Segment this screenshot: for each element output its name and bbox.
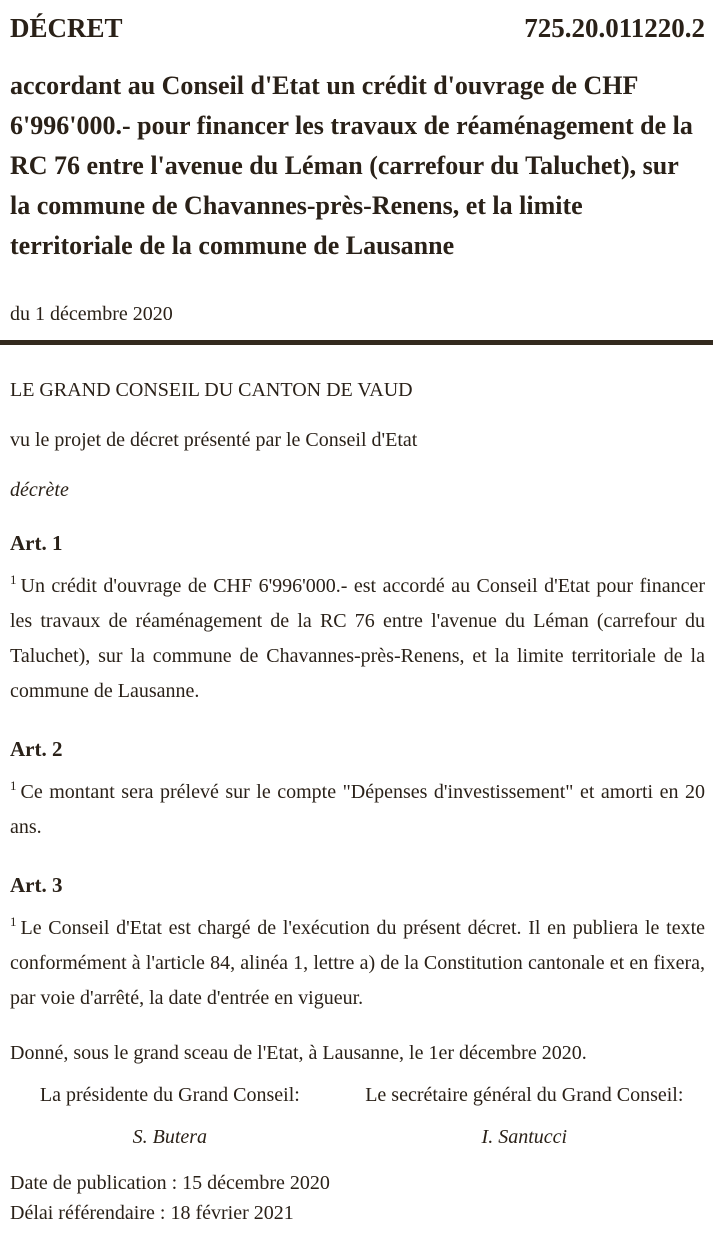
seal-statement: Donné, sous le grand sceau de l'Etat, à Lausanne, le 1er décembre 2020. bbox=[10, 1042, 587, 1064]
enacting-word: décrète bbox=[10, 479, 69, 501]
article-2-paragraph-number: 1 bbox=[10, 778, 17, 794]
article-3-heading: Art. 3 bbox=[10, 873, 63, 897]
referendum-deadline-line: Délai référendaire : 18 février 2021 bbox=[10, 1202, 294, 1224]
document-number: 725.20.011220.2 bbox=[524, 13, 705, 43]
issuing-authority: LE GRAND CONSEIL DU CANTON DE VAUD bbox=[10, 379, 413, 401]
president-name: S. Butera bbox=[132, 1126, 208, 1148]
article-2-text: Ce montant sera prélevé sur le compte "Dépenses d'investissement" et amorti en 20 ans. bbox=[10, 781, 705, 838]
article-3-paragraph-number: 1 bbox=[10, 914, 17, 930]
article-2 bbox=[10, 736, 705, 845]
article-3 bbox=[10, 872, 705, 1016]
article-1-text: Un crédit d'ouvrage de CHF 6'996'000.- est accordé au Conseil d'Etat pour financer les travaux de réaménagement de la RC 76 entre l'avenue du Léman (carrefour du Taluchet), sur la commune de Chavannes-près-Renens, et la limite territoriale de la commune de Lausanne. bbox=[10, 575, 705, 702]
article-1 bbox=[10, 530, 705, 709]
document-type-label: DÉCRET bbox=[10, 13, 123, 43]
article-3-text: Le Conseil d'Etat est chargé de l'exécution du présent décret. Il en publiera le texte conformément à l'article 84, alinéa 1, lettre a) de la Constitution cantonale et en fixera, par voie d'arrêté, la date d'entrée en vigueur. bbox=[10, 917, 705, 1009]
article-3-paragraph bbox=[10, 911, 705, 1016]
secretary-role-label: Le secrétaire général du Grand Conseil: bbox=[365, 1084, 684, 1106]
article-1-paragraph bbox=[10, 569, 705, 709]
article-1-paragraph-number: 1 bbox=[10, 572, 17, 588]
article-2-paragraph bbox=[10, 775, 705, 845]
signature-block bbox=[10, 1082, 705, 1150]
publication-footer bbox=[10, 1168, 705, 1228]
article-2-heading: Art. 2 bbox=[10, 737, 63, 761]
publication-date-line: Date de publication : 15 décembre 2020 bbox=[10, 1172, 330, 1194]
president-role-label: La présidente du Grand Conseil: bbox=[39, 1084, 300, 1106]
header-separator-rule bbox=[0, 340, 713, 345]
document-header bbox=[10, 12, 705, 44]
signature-secretary bbox=[344, 1082, 705, 1150]
signature-president bbox=[10, 1082, 330, 1150]
article-1-heading: Art. 1 bbox=[10, 531, 63, 555]
decree-date-line: du 1 décembre 2020 bbox=[10, 303, 173, 325]
preamble-considering: vu le projet de décret présenté par le Conseil d'Etat bbox=[10, 429, 418, 451]
document-title: accordant au Conseil d'Etat un crédit d'ouvrage de CHF 6'996'000.- pour financer les travaux de réaménagement de la RC 76 entre l'avenue du Léman (carrefour du Taluchet), sur la commune de Chavannes-près-Renens, et la limite territoriale de la commune de Lausanne bbox=[10, 71, 693, 260]
secretary-name: I. Santucci bbox=[481, 1126, 568, 1148]
